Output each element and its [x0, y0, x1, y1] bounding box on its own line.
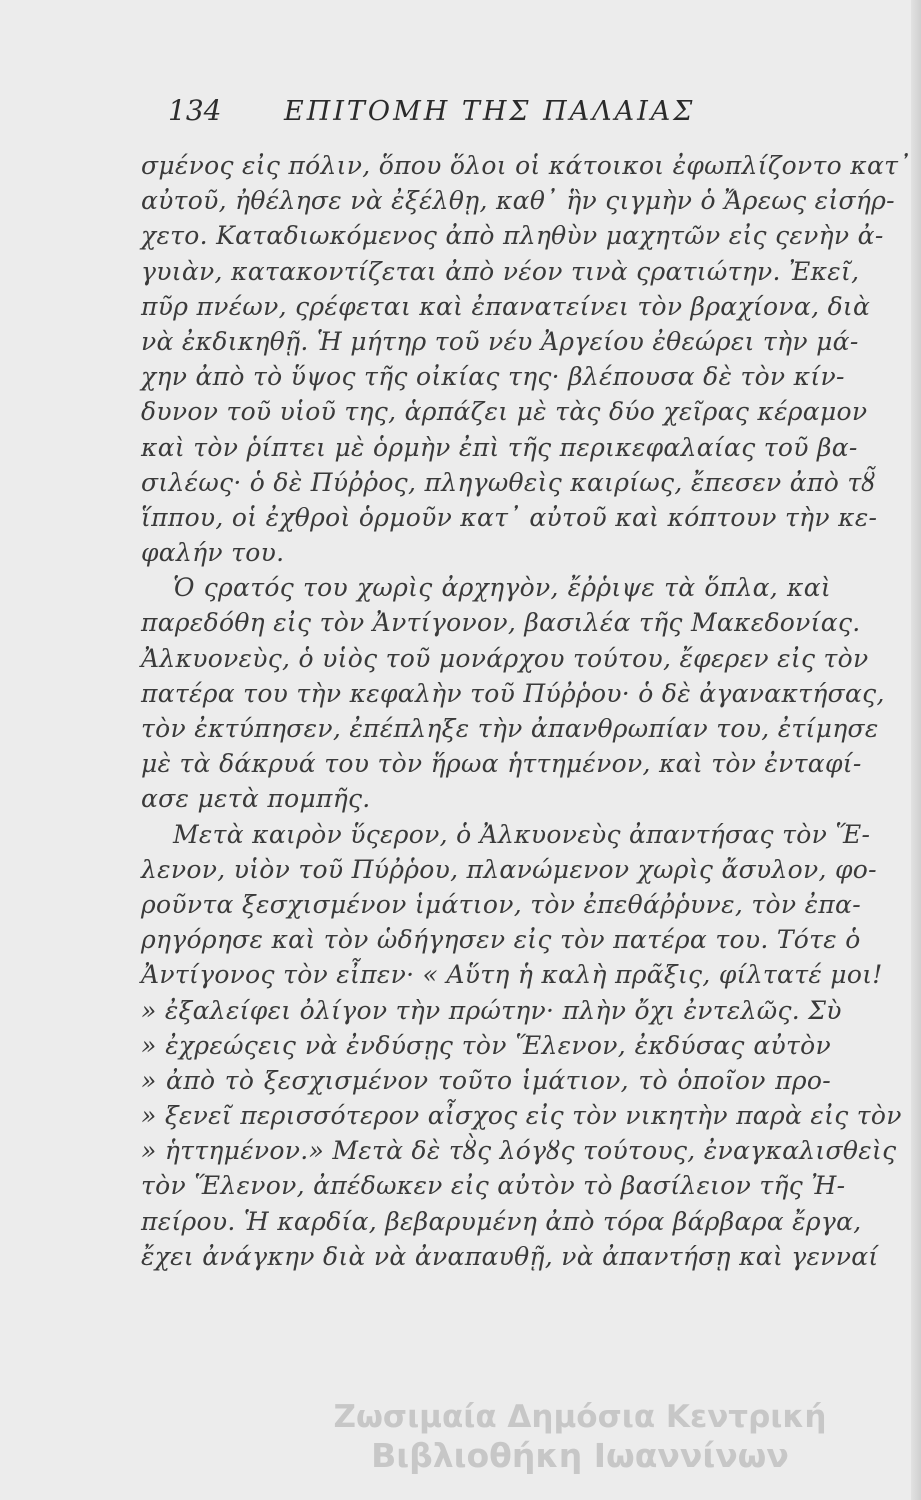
text-line: » ἡττημένον.» Μετὰ δὲ τȣ̀ς λόγȣς τούτους, ἐναγκαλισθεὶς — [141, 1136, 897, 1166]
text-line: καὶ τὸν ῥίπτει μὲ ὁρμὴν ἐπὶ τῆς περικεφαλαίας τοῦ βα- — [141, 432, 858, 462]
text-line: λενον, υἱὸν τοῦ Πύῤῥου, πλανώμενον χωρὶς ἄσυλον, φο- — [141, 854, 877, 884]
page-number: 134 — [168, 94, 222, 127]
text-line: Μετὰ καιρὸν ὕςερον, ὁ Ἀλκυονεὺς ἀπαντήσας τὸν Ἕ- — [173, 819, 871, 849]
text-line: τὸν Ἕλενον, ἀπέδωκεν εἰς αὐτὸν τὸ βασίλειον τῆς Ἠ- — [141, 1171, 846, 1201]
text-line: φαλήν του. — [141, 538, 285, 568]
running-title: ΕΠΙΤΟΜΗ ΤΗΣ ΠΑΛΑΙΑΣ — [284, 96, 696, 127]
watermark-line-1: Ζωσιμαία Δημόσια Κεντρική — [333, 1399, 827, 1435]
text-line: χην ἀπὸ τὸ ὕψος τῆς οἰκίας της· βλέπουσα δὲ τὸν κίν- — [141, 362, 845, 392]
text-line: δυνον τοῦ υἱοῦ της, ἁρπάζει μὲ τὰς δύο χεῖρας κέραμον — [141, 397, 868, 427]
text-line: ασε μετὰ πομπῆς. — [141, 784, 371, 814]
text-line: » ἀπὸ τὸ ξεσχισμένον τοῦτο ἱμάτιον, τὸ ὁποῖον προ- — [141, 1065, 831, 1095]
text-line: νὰ ἐκδικηθῇ. Ἡ μήτηρ τοῦ νέυ Ἀργείου ἐθεώρει τὴν μά- — [141, 326, 859, 356]
text-line: ἵππου, οἱ ἐχθροὶ ὁρμοῦν κατ᾽ αὐτοῦ καὶ κόπτουν τὴν κε- — [141, 502, 878, 532]
text-line: τὸν ἐκτύπησεν, ἐπέπληξε τὴν ἀπανθρωπίαν του, ἐτίμησε — [141, 714, 879, 743]
text-line: Ἀντίγονος τὸν εἶπεν· « Αὕτη ἡ καλὴ πρᾶξις, φίλτατέ μοι! — [141, 960, 883, 990]
text-line: » ξενεῖ περισσότερον αἶσχος εἰς τὸν νικητὴν παρὰ εἰς τὸν — [141, 1101, 902, 1131]
text-line: ρηγόρησε καὶ τὸν ὡδήγησεν εἰς τὸν πατέρα του. Τότε ὁ — [141, 925, 861, 955]
text-line: ροῦντα ξεσχισμένον ἱμάτιον, τὸν ἐπεθάῤῥυνε, τὸν ἐπα- — [141, 889, 861, 919]
text-line: Ἀλκυονεὺς, ὁ υἱὸς τοῦ μονάρχου τούτου, ἔφερεν εἰς τὸν — [141, 643, 869, 673]
text-line: ἔχει ἀνάγκην διὰ νὰ ἀναπαυθῇ, νὰ ἀπαντήσῃ καὶ γενναί — [141, 1241, 879, 1271]
text-line: » ἐχρεώςεις νὰ ἐνδύσῃς τὸν Ἕλενον, ἐκδύσας αὐτὸν — [141, 1030, 831, 1060]
text-line: » ἐξαλείφει ὀλίγον τὴν πρώτην· πλὴν ὄχι ἐντελῶς. Σὺ — [141, 995, 842, 1025]
text-line: γυιὰν, κατακοντίζεται ἀπὸ νέον τινὰ ςρατιώτην. Ἐκεῖ, — [141, 256, 860, 286]
library-watermark — [250, 1399, 910, 1498]
text-line: πῦρ πνέων, ςρέφεται καὶ ἐπανατείνει τὸν βραχίονα, διὰ — [141, 291, 871, 321]
text-line: Ὁ ςρατός του χωρὶς ἀρχηγὸν, ἔῤῥιψε τὰ ὅπλα, καὶ — [173, 573, 831, 603]
text-line: σιλέως· ὁ δὲ Πύῤῥος, πληγωθεὶς καιρίως, ἔπεσεν ἀπὸ τȣ̃ — [141, 467, 876, 497]
text-line: μὲ τὰ δάκρυά του τὸν ἥρωα ἡττημένον, καὶ τὸν ἐνταφί- — [141, 749, 862, 779]
watermark-line-2: Βιβλιοθήκη Ιωαννίνων — [371, 1436, 789, 1475]
text-line: παρεδόθη εἰς τὸν Ἀντίγονον, βασιλέα τῆς Μακεδονίας. — [141, 608, 861, 638]
text-line: αὐτοῦ, ἠθέλησε νὰ ἐξέλθῃ, καθ᾽ ἣν ςιγμὴν ὁ Ἄρεως εἰσήρ- — [141, 186, 895, 216]
page-header — [168, 94, 748, 134]
body-text — [141, 148, 912, 1328]
text-line: πείρου. Ἡ καρδία, βεβαρυμένη ἀπὸ τόρα βάρβαρα ἔργα, — [141, 1206, 862, 1236]
text-line: σμένος εἰς πόλιν, ὅπου ὅλοι οἱ κάτοικοι ἐφωπλίζοντο κατ᾽ — [141, 151, 912, 180]
text-line: χετο. Καταδιωκόμενος ἀπὸ πληθὺν μαχητῶν εἰς ςενὴν ἀ- — [141, 221, 884, 251]
text-line: πατέρα του τὴν κεφαλὴν τοῦ Πύῤῥου· ὁ δὲ ἀγανακτήσας, — [141, 678, 885, 708]
page-edge-shadow — [911, 0, 921, 1500]
